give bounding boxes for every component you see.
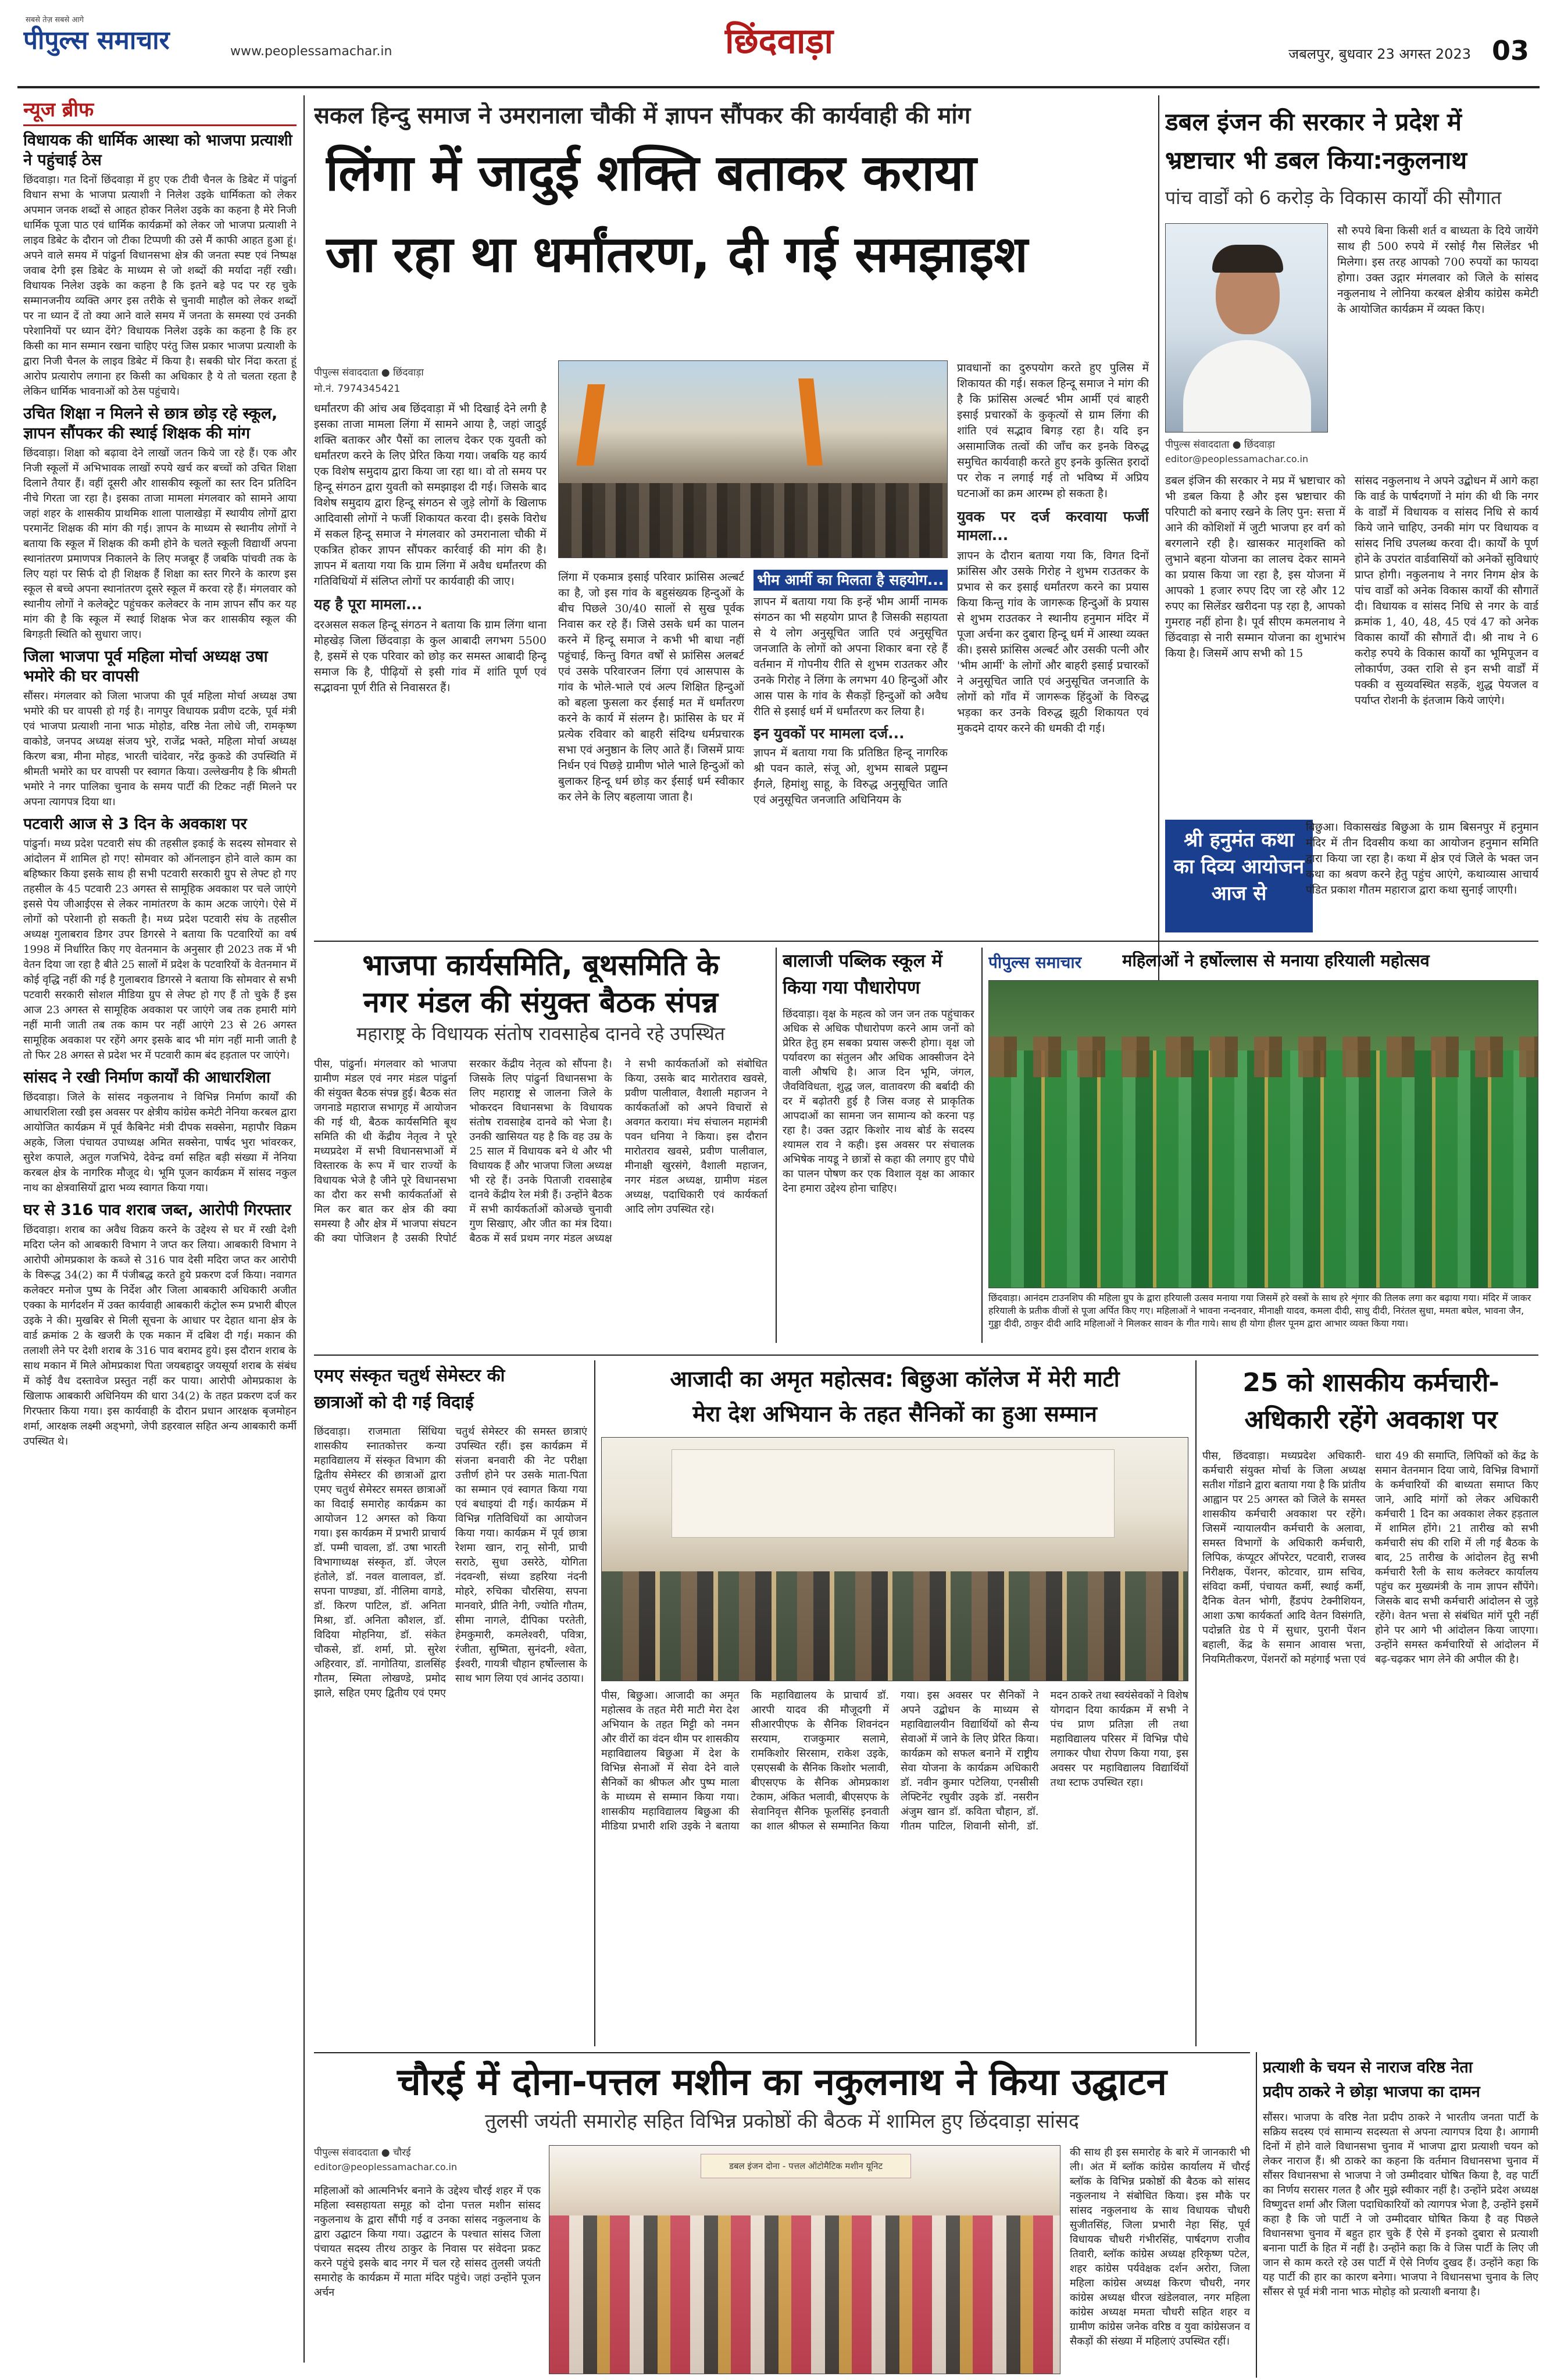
katha-flag: [1165, 820, 1313, 932]
brief-text: पांढुर्ना। मध्य प्रदेश पटवारी संघ की तहसील इकाई के सदस्य सोमवार से आंदोलन में शामिल हो गए! सोमवार को ऑनलाइन होने वाले काम का बहिष्कार किया इसके साथ ही सभी पटवारी सरकारी ग्रुप से लेफ्ट हो गए तहसील के 45 पटवारी 23 अगस्त से सामूहिक अवकाश पर चले जाएंगे इससे पेय जीआईएस से लेकर नामांतरण के काम अटक जाएंगे। ऐसे में लोगों को परेशानी हो सकती है। मध्य प्रदेश पटवारी संघ के तहसील अध्यक्ष गुलाबराव डिगर उपर डिगरसे ने बताया कि पटवारियों का वर्ष 1998 में निर्धारित किए गए वेतनमान के अनुसार ही 2023 तक में भी वेतन दिया जा रहा है बीते 25 सालों में प्रदेश के पटवारियों के वेतनमान में कोई वृद्धि नहीं की गई है गुलाबराव डिगरसे ने बताया कि सोमवार से सभी पटवारी सरकारी सोशल मीडिया ग्रुप से लेफ्ट हो गए हैं तो चुके हैं इस आज 23 अगस्त से सामूहिक अवकाश पर जाएंगे जब तक हमारी मांगे नहीं मानी जाती तब तक काम पर नहीं आएंगे 23 से 26 अगस्त सामूहिक अवकाश पर रहेंगे अगर इसके बाद भी मांग नहीं मानी जाती है तो फिर 28 अगस्त से प्रदेश भर में पटवारी काम बंद हड़ताल पर जाएंगे।: [23, 838, 297, 1062]
ma-headline-line1: एमए संस्कृत चतुर्थ सेमेस्टर की: [314, 1366, 505, 1386]
balaji-headline-line2: किया गया पौधारोपण: [783, 977, 920, 998]
news-brief-column: [23, 95, 297, 2363]
bottom-headline: चौरई में दोना-पत्तल मशीन का नकुलनाथ ने किया उद्घाटन: [397, 2061, 1167, 2104]
column-divider: [594, 1360, 595, 2046]
lead-text-a2: दरअसल सकल हिन्दू संगठन ने बताया कि ग्राम लिंगा थाना मोहखेड़ जिला छिंदवाड़ा के कुल आबादी लगभग 5500 है, इसमें से एक परिवार को छोड़ कर समस्त आबादी हिन्दू समाज कि है, पीढ़ियों से इसी गांव में शांति पूर्ण एवं सद्भावना पूर्ण रीति से निवासरत हैं।: [314, 619, 547, 694]
bottom-photo[interactable]: [549, 2145, 1060, 2374]
nakul-deck: पांच वार्डों को 6 करोड़ के विकास कार्यों की सौगात: [1165, 187, 1502, 209]
meri-headline-line2: मेरा देश अभियान के तहत सैनिकों का हुआ सम्मान: [692, 1401, 1097, 1427]
lead-subhead-c: इन युवकों पर मामला दर्ज...: [753, 725, 905, 742]
logo-text: पीपुल्स समाचार: [23, 26, 170, 55]
nakul-byline: पीपुल्स संवाददाता ● छिंदवाड़ा: [1165, 439, 1275, 451]
logo-tagline: सबसे तेज़ सबसे आगे: [26, 16, 84, 24]
column-divider: [303, 95, 305, 2363]
lead-subhead-a: यह है पूरा मामला...: [314, 596, 423, 613]
bjp-text: पीस, पांढुर्ना। मंगलवार को भाजपा ग्रामीण मंडल एवं नगर मंडल पांढुर्ना की संयुक्त बैठक संपन्न हुई। बैठक संत जगनाडे महाराज सभागृह में आयोजन की गई थी, बैठक कार्यसमिति बूथ समिति की थी केंद्रीय नेतृत्व ने पूरे मध्यप्रदेश में सभी विधानसभाओं में विस्तारक के रूप में चार राज्यों के विधायक भेजे है जीने पूरे विधानसभा का दौरा कर सभी कार्यकर्ताओं से मिल कर बात कर क्षेत्र की क्या समस्या है और क्षेत्र में भाजपा संघटन की क्या पोजिशन है उसकी रिपोर्ट सरकार केंद्रीय नेतृत्व को सौंपना है। जिसके लिए पांढुर्ना विधानसभा के लिए महाराष्ट्र से जालना जिले के भोकरदन विधानसभा के विधायक संतोष रावसाहेब दानवे को भेजा है। उनकी खासियत यह है कि वह उम्र के 25 साल में विधायक बने थे और भी विधायक हैं और भाजपा जिला अध्यक्ष भी रहे हैं। उनके पिताजी रावसाहेब दानवे केंद्रीय रेल मंत्री हैं। उन्होंने बैठक में सभी कार्यकर्ताओं कोअच्छे चुनावी गुण सिखाए, और जीत का मंत्र दिया। बैठक में सर्व प्रथम नगर मंडल अध्यक्ष ने सभी कार्यकर्ताओं को संबोधित किया, उसके बाद मारोतराव खवसे, प्रवीण पालीवाल, वैशाली महाजन ने कार्यकर्ताओं को अपने विचारों से अवगत कराया। मंच संचालन महामंत्री पवन धनिया ने किया। इस दौरान मारोतराव खवसे, प्रवीण पालीवाल, मीनाक्षी खुरसंगे, वैशाली महाजन, नगर मंडल अध्यक्ष, ग्रामीण मंडल अध्यक्ष, पदाधिकारी एवं कार्यकर्ता आदि लोग उपस्थित रहे।: [314, 1058, 767, 1245]
lead-col-d: [957, 360, 1149, 936]
lead-col-a: [314, 401, 547, 936]
lead-mobile: मो.नं. 7974345421: [314, 383, 401, 395]
lead-text-a: धर्मांतरण की आंच अब छिंदवाड़ा में भी दिखाई देने लगी है इसका ताजा मामला लिंगा में सामने आया है, जहां जादुई शक्ति बताकर और पैसों का लालच देकर एक युवती को धर्मांतरण करने के लिए प्रेरित किया गया। जबकि यह कार्य एक विशेष समुदाय द्वारा किया जा रहा था। वो तो समय पर हिन्दू संगठन द्वारा युवती को समझाइश दी गई। जिसके बाद विशेष समुदाय द्वारा हिन्दू संगठन से जुड़े लोगों के खिलाफ आदिवासी लोगों ने फर्जी शिकायत करवा दी। इसके विरोध में सकल हिन्दू समाज ने मंगलवार को उमरानाला चौकी में एकत्रित होकर ज्ञापन सौंपकर कार्रवाई की मांग की है। ज्ञापन में बताया गया कि ग्राम लिंगा में अवैध धर्मांतरण की गतिविधियों में संलिप्त लोगों पर कार्यवाही की जाए।: [314, 402, 547, 588]
brief-item: [23, 1068, 297, 1196]
bottom-deck: तुलसी जयंती समारोह सहित विभिन्न प्रकोष्ठों की बैठक में शामिल हुए छिंदवाड़ा सांसद: [485, 2110, 1079, 2133]
column-divider: [776, 948, 777, 1343]
brief-text: छिंदवाड़ा। शराब का अवैध विक्रय करने के उद्देश्य से घर में रखी देशी मदिरा प्लेन को आबकारी विभाग ने जप्त कर लिया। आबकारी विभाग ने आरोपी ओमप्रकाश के कब्जे से 316 पाव देसी मदिरा जप्त कर आरोपी के विरूद्ध 34(2) का मैं पंजीबद्ध करते हुये प्रकरण दर्ज किया। नवागत कलेक्टर मनोज पुष्प के निर्देश और जिला आबकारी अधिकारी अजीत एक्का के मार्गदर्शन में उक्त कार्यवाही आबकारी कंट्रोल रूम प्रभारी बीएल उइके ने की। मुखबिर से मिली सूचना के आधार पर देहात थाना क्षेत्र के वार्ड क्रमांक 2 के खजरी के एक मकान में दबिश दी गई। मकान की तलाशी लेने पर देशी शराब के 316 पाव बरामद हुये। इस दौरान शराब के साथ मकान में मिले ओमप्रकाश पिता जयबहादुर जयसूर्या शराब के संबंध में कोई वैध दस्तावेज प्रस्तुत नहीं कर पाया। आरोपी ओमप्रकाश के खिलाफ आबकारी अधिनियम की धारा 34(2) के तहत प्रकरण दर्ज कर गिरफ्तार किया गया। इस कार्यवाही के दौरान प्रधान आरक्षक बृजमोहन शर्मा, आरक्षक लक्ष्मी अड्भगो, जेपी डहरवाल सहित अन्य आबकारी कर्मी उपस्थित थे।: [23, 1224, 297, 1448]
column-divider: [981, 948, 983, 1343]
lead-byline: पीपुल्स संवाददाता ● छिंदवाड़ा: [314, 367, 424, 378]
section-rule: [314, 2052, 1250, 2053]
lead-headline-line2: जा रहा था धर्मांतरण, दी गई समझाइश: [326, 226, 1028, 284]
brief-item: [23, 1200, 297, 1449]
machine-banner: डबल इंजन दोना - पत्तल ऑटोमैटिक मशीन यूनिट: [701, 2154, 911, 2178]
dateline: जबलपुर, बुधवार 23 अगस्त 2023: [1288, 46, 1471, 62]
brief-title: सांसद ने रखी निर्माण कार्यों की आधारशिला: [23, 1069, 270, 1087]
ma-text: छिंदवाड़ा। राजमाता सिंधिया शासकीय स्नातकोत्तर कन्या महाविद्यालय में संस्कृत विभाग की द्वितीय सेमेस्टर की छात्राओं द्वारा एमए चतुर्थ सेमेस्टर समस्त छात्राओं का विदाई समारोह कार्यक्रम का आयोजन 12 अगस्त को किया गया। इस कार्यक्रम में प्रभारी प्राचार्य डॉ. पम्मी चावला, डॉ. उषा भारती विभागाध्यक्ष संस्कृत, डॉ. जेएल हंतोले, डॉ. नवल वालावल, डॉ. सपना पाण्ड्या, डॉ. नीलिमा वागडे, डॉ. किरण पाटिल, डॉ. अनिता मिश्रा, डॉ. अनिता कौशल, डॉ. विदिया मोहनिया, डॉ. संकेत चौकसे, डॉ. शर्मा, प्रो. सुरेश अहिरवार, डॉ. नागोतिया, डालसिंह गौतम, स्मिता लोखण्डे, प्रमोद झाले, सहित एमए द्वितीय एवं एमए चतुर्थ सेमेस्टर की समस्त छात्राएं उपस्थित रहीं। इस कार्यक्रम में संजना बनवारी की नेट परीक्षा उत्तीर्ण होने पर उसके माता-पिता का सम्मान एवं स्वागत किया गया एवं बधाइयां दी गई। कार्यक्रम में विभिन्न गतिविधियों का आयोजन किया गया। कार्यक्रम में पूर्व छात्रा रेशमा खान, रानू सोनी, प्राची सराठे, सुधा उसरेठे, योगिता नंदवन्शी, संध्या डहरिया नंदनी मोहरे, रुचिका चौरसिया, सपना मानवारे, प्रीति नेगी, ज्योति गौतम, सीमा नागले, दीपिका परतेती, हेमकुमारी, कमलेश्वरी, पवित्रा, रंजीता, सुष्मिता, सुनंदनी, श्वेता, ईश्वरी, गायत्री चौहान हर्षोल्लास के साथ भाग लिया एवं आनंद उठाया।: [314, 1425, 587, 1699]
column-divider: [1158, 95, 1159, 1130]
lead-text-b: लिंगा में एकमात्र इसाई परिवार फ्रांसिस अल्बर्ट का है, जो इस गांव के बहुसंख्यक हिन्दुओं के बीच पिछले 30/40 सालों से सुख पूर्वक निवास कर रहे हैं। जिसे उसके धर्म का पालन करने में हिन्दू समाज ने कभी भी बाधा नहीं पहुंचाई, किन्तु विगत वर्षों से फ्रांसिस अलबर्ट एवं उसके परिवारजन लिंगा एवं आसपास के गांव के भोले-भाले एवं अल्प शिक्षित हिन्दुओं को बहला फुसला कर ईसाई मत में धर्मांतरण करने के कार्य में संलग्न है। फ्रांसिस के घर में प्रत्येक रविवार को बाहरी संदिग्ध धर्मप्रचारक सभा एवं अनुष्ठान के लिए आते हैं। जिसमें प्रायः निर्धन एवं पिछड़े ग्रामीण भोले भाले हिन्दुओं को बुलाकर हिन्दू धर्म छोड़ कर ईसाई धर्म स्वीकार कर लेने के लिए बहलाया जाता है।: [558, 571, 744, 803]
meri-headline-line1: आजादी का अमृत महोत्सव: बिछुआ कॉलेज में मेरी माटी: [670, 1366, 1120, 1392]
brief-text: छिंदवाड़ा। शिक्षा को बढ़ावा देने लाखों जतन किये जा रहे हैं। एक और निजी स्कूलों में अभिभावक लाखों रुपये खर्च कर बच्चों को उचित शिक्षा दिलाने तैयार हैं। वहीं दूसरी और शासकीय स्कूलों का स्तर दिन प्रतिदिन नीचे गिरता जा रहा है। इसका ताजा मामला मंगलवार को सामने आया जहां शहर के शासकीय प्राथमिक शाला पालाखेड़ा में स्थायीय लोगों द्वारा परमानेंट शिक्षक की मांग की गई। ज्ञापन के माध्यम से स्थानीय लोगों ने बताया कि स्कूल में शिक्षक की कमी होने के चलते स्कूली विद्यार्थी अपना स्थानांतरण प्रमाणपत्र निकालने के लिए मजबूर हैं जबकि पांचवी तक के लिए यहां पर सिर्फ दो ही शिक्षक हैं शिक्षा का स्तर गिरने के कारण इस स्कूल से बच्चे अपना स्थानांतरण दूसरे स्कूल में करवा रहे हैं। मंगलवार को स्थानीय लोगों ने कलेक्ट्रेट पहुंचकर कलेक्टर के नाम ज्ञापन सौंप कर यह मांग की है कि स्कूल में स्थाई शिक्षक भेज कर शासकीय स्कूल की बिगड़ती स्थिति को सुधारा जाए।: [23, 447, 297, 641]
lead-text-c2: ज्ञापन में बताया गया कि प्रतिष्ठित हिन्दू नागरिक श्री पवन काले, संजू ओ, शुभम साबले प्रद्युम्न ईंगले, हिमांशु साहू, के विरुद्ध अनुसूचित जाति एवं अनुसूचित जनजाति अधिनियम के: [753, 746, 948, 806]
ma-headline-line2: छात्राओं को दी गई विदाई: [314, 1392, 474, 1413]
masthead-rule: [17, 86, 1540, 88]
bottom-text-b: की साथ ही इस समारोह के बारे में जानकारी भी ली। अंत में ब्लॉक कांग्रेस कार्यालय में चौरई ब्लॉक के विभिन्न प्रकोष्ठों की बैठक को सांसद नकुलनाथ ने संबोधित किया। इस मौके पर सांसद नकुलनाथ के साथ विधायक चौधरी सुजीतसिंह, जिला प्रभारी नेहा सिंह, पूर्व विधायक चौधरी गंभीरसिंह, पार्षदगण राजीव तिवारी, ब्लॉक कांग्रेस अध्यक्ष हरिकृष्ण पटेल, शहर कांग्रेस पर्यवेक्षक दर्शन अरोरा, जिला महिला कांग्रेस अध्यक्ष किरण चौधरी, नगर कांग्रेस अध्यक्ष धीरज खंडेलवाल, नगर महिला कांग्रेस अध्यक्ष ममता चौधरी सहित शहर व ग्रामीण कांग्रेस जनेक वरिष्ठ व युवा कांग्रेसजन व सैकड़ों की संख्या में महिलाएं उपस्थित रहीं।: [1070, 2146, 1250, 2347]
karma-text: पीस, छिंदवाड़ा। मध्यप्रदेश अधिकारी-कर्मचारी संयुक्त मोर्चा के जिला अध्यक्ष सतीश गोंडाने द्वारा बताया गया है कि प्रांतीय आह्वान पर 25 अगस्त को जिले के समस्त शासकीय कर्मचारी अवकाश पर रहेंगे। जिसमें न्यायालयीन कर्मचारी के अलावा, समस्त विभागों के अधिकारी कर्मचारी, लिपिक, कंप्यूटर ऑपरेटर, पटवारी, राजस्व निरीक्षक, पेंशनर, कोटवार, ग्राम सचिव, संविदा कर्मी, पंचायत कर्मी, स्थाई कर्मी, दैनिक वेतन भोगी, हैंडपंप टेक्नीशियन, आशा ऊषा कार्यकर्ता आदि वेतन विसंगति, पदोन्नति ग्रेड पे में सुधार, पुरानी पेंशन बहाली, केंद्र के समान आवास भत्ता, नियमितीकरण, पेंशनरों को महंगाई भत्ता एवं धारा 49 की समाप्ति, लिपिकों को केंद्र के समान वेतनमान दिया जाये, विभिन्न विभागों के कर्मचारियों की बाध्यता समाप्त किए जाने, आदि मांगों को लेकर अधिकारी कर्मचारी 1 दिन का अवकाश लेकर हड़ताल में शामिल होंगे। 21 तारीख को सभी कर्मचारी संघ की राशि में ली गई बैठक के बाद, 25 तारीख के आंदोलन हेतु सभी कर्मचारी रैली के साथ कलेक्टर कार्यालय पहुंच कर मुख्यमंत्री के नाम ज्ञापन सौंपेंगे। जिसके बाद सभी कर्मचारी आंदोलन से जुड़े रहेंगे। वेतन भत्ता से संबंधित मांगें पूरी नहीं होने पर आगे भी आंदोलन किया जाएगा। उन्होंने समस्त कर्मचारियों से आंदोलन में बढ़-चढ़कर भाग लेने की अपील की है।: [1202, 1450, 1538, 1666]
nakul-headline-line2: भ्रष्टाचार भी डबल किया:नकुलनाथ: [1165, 146, 1467, 174]
balaji-text: छिंदवाड़ा। वृक्ष के महत्व को जन जन तक पहुंचाकर अधिक से अधिक पौधारोपण करने आम जनों को प्रेरित हेतु हम सबका प्रयास जरूरी होगा। वृक्ष जो पर्यावरण का संतुलन और अधिक आक्सीजन देने वाली औषधि है। आज दिन भूमि, जंगल, जैवविविधता, शुद्ध जल, वातावरण की बर्बादी की दर में बढ़ोतरी हुई है जिस वजह से प्राकृतिक आपदाओं का सामना जन सामान्य को करना पड़ रहा है। उक्त उद्गार किशोर नाथ बोर्ड के सदस्य श्यामल राव ने कही। इस अवसर पर संचालक अभिषेक नायडू ने छात्रों से कहा की लगाए हुए पौधे का पालन पोषण कर एक विशाल वृक्ष का आकार देना हमारा उद्देश्य होना चाहिए।: [783, 1008, 974, 1195]
lead-photo[interactable]: [558, 360, 948, 558]
bottom-email[interactable]: editor@peoplessamachar.co.in: [314, 2161, 458, 2172]
brief-title: उचित शिक्षा न मिलने से छात्र छोड़ रहे स्कूल, ज्ञापन सौंपकर की स्थाई शिक्षक की मांग: [23, 405, 278, 442]
thakre-headline-line2: प्रदीप ठाकरे ने छोड़ा भाजपा का दामन: [1263, 2083, 1480, 2101]
newspaper-logo[interactable]: [23, 14, 221, 63]
lead-headline-line1: लिंगा में जादुई शक्ति बताकर कराया: [326, 144, 977, 202]
brief-text: छिंदवाड़ा। जिले के सांसद नकुलनाथ ने विभिन्न निर्माण कार्यों की आधारशिला रखी इस अवसर पर क्षेत्रीय कांग्रेस कमेटी नेनिया करबल द्वारा आयोजित कार्यक्रम में पूर्व कैबिनेट मंत्री दीपक सक्सेना, महापौर विक्रम अहके, जिला पंचायत उपाध्यक्ष अमित सक्सेना, पार्षद भुरा भांवरकर, सुरेश कपाले, अतुल गजभिये, देवेन्द्र वर्मा सहित बड़ी संख्या में नेनिया करबल क्षेत्र के नागरिक मौजूद थे। भूमि पूजन कार्यक्रम में सांसद नकुल नाथ का क्षेत्रवासियों द्वारा भव्य स्वागत किया गया।: [23, 1091, 297, 1194]
balaji-headline-line1: बालाजी पब्लिक स्कूल में: [783, 950, 942, 971]
lead-subhead-b: भीम आर्मी का मिलता है सहयोग...: [753, 570, 948, 591]
city-name: छिंदवाड़ा: [725, 21, 833, 62]
brief-item: [23, 814, 297, 1063]
karma-headline-line1: 25 को शासकीय कर्मचारी-: [1242, 1368, 1499, 1398]
brief-title: पटवारी आज से 3 दिन के अवकाश पर: [23, 815, 247, 833]
hariyali-photo[interactable]: [988, 980, 1538, 1288]
nakul-text-top: सौ रुपये बिना किसी शर्त व बाध्यता के दिये जायेंगे साथ ही 500 रुपये में रसोई गैस सिलेंडर भी मिलेगा। इस तरह आपको 700 रुपयों का फायदा होगा। उक्त उद्गार मंगलवार को जिले के सांसद नकुलनाथ ने लोनिया करबल क्षेत्रीय कांग्रेस कमेटी के आयोजित कार्यक्रम में व्यक्त किए।: [1337, 224, 1538, 316]
meri-text: पीस, बिछुआ। आजादी का अमृत महोत्सव के तहत मेरी माटी मेरा देश अभियान के तहत मिट्टी को नमन और वीरों का वंदन थीम पर शासकीय महाविद्यालय बिछुआ में देश के विभिन्न सेनाओं में सेवा देने वाले सैनिकों का श्रीफल और पुष्प माला के माध्यम से सम्मान किया गया। शासकीय महाविद्यालय बिछुआ की मीडिया प्रभारी शशि उइके ने बताया कि महाविद्यालय के प्राचार्य डॉ. आरपी यादव की मौजूदगी में सीआरपीएफ के सैनिक शिवनंदन सरयाम, राजकुमार सलामे, रामकिशोर सिरसाम, राकेश उइके, एसएसबी के सैनिक किशोर भलावी, बीएसएफ के सैनिक ओमप्रकाश टेकाम, अंकित भलावी, बीएसएफ के सेवानिवृत्त सैनिक फूलसिंह इनवाती का शाल श्रीफल से सम्मानित किया गया। इस अवसर पर सैनिकों ने अपने उद्बोधन के माध्यम से महाविद्यालयीन विद्यार्थियों को सैन्य सेवाओं में जाने के लिए प्रेरित किया। कार्यक्रम को सफल बनाने में राष्ट्रीय सेवा योजना के कार्यक्रम अधिकारी डॉ. नवीन कुमार पटेलिया, एनसीसी लेफ्टिनेंट रघुवीर उइके डॉ. नसरीन अंजुम खान डॉ. कविता चौहान, डॉ. गीतम पाटिल, शिवानी सोनी, डॉ. मदन ठाकरे तथा स्वयंसेवकों ने विशेष योगदान दिया कार्यक्रम में सभी ने पंच प्राण प्रतिज्ञा ली तथा महाविद्यालय परिसर में विभिन्न पौधे लगाकर पौधा रोपण किया गया, इस अवसर पर महाविद्यालय विद्यार्थियों तथा स्टाफ उपस्थित रहा।: [601, 1689, 1188, 1832]
katha-text: बिछुआ। विकासखंड बिछुआ के ग्राम बिसनपुर में हनुमान मंदिर में तीन दिवसीय कथा का आयोजन हनुमान समिति द्वारा किया जा रहा है। कथा में क्षेत्र एवं जिले के भक्त जन कथा का श्रवण करने हेतु पहुंच आएंगे, कथाव्यास आचार्य पंडित प्रकाश गौतम महाराज द्वारा कथा सुनाई जाएगी।: [1306, 821, 1538, 896]
bottom-byline: पीपुल्स संवाददाता ● चौरई: [314, 2147, 411, 2159]
karma-headline-line2: अधिकारी रहेंगे अवकाश पर: [1244, 1405, 1498, 1435]
lead-text-d: प्रावधानों का दुरुपयोग करते हुए पुलिस में शिकायत की गई। सकल हिन्दू समाज ने मांग की है कि फ्रांसिस अल्बर्ट भीम आर्मी एवं बाहरी इसाई प्रचारकों के कुकृत्यों से ग्राम लिंगा की शांति एवं सद्भाव बिगड़ रहा है। यदि इन असामाजिक तत्वों की जाँच कर इनके विरुद्ध समुचित कार्यवाही करते हुए इनके कुत्सित इरादों पर रोक न लगाई गई तो भविष्य में अप्रिय घटनाओं का क्रम आरम्भ हो सकता है।: [957, 362, 1149, 500]
brief-text: छिंदवाड़ा। गत दिनों छिंदवाड़ा में हुए एक टीवी चैनल के डिबेट में पांढुर्ना विधान सभा के भाजपा प्रत्याशी ने निलेश उइके धार्मिकता को लेकर अपमान जनक शब्दों से आहत होकर निलेश उइके का कहना है मेरे निजी धार्मिक पूजा पाठ एवं धार्मिक कार्यक्रमों को लेकर जो भाजपा प्रत्याशी ने लाइव डिबेट के दौरान जो टीका टिप्पणी की उसे मैं काफी आहत हुआ हूं। अपने वाले समय में पांढुर्ना विधानसभा क्षेत्र की जनता स्पष्ट एवं निष्पक्ष जवाब देगी इस डिबेट के माध्यम से जो शब्दों की मर्यादा नहीं रखी। विधायक निलेश उइके का कहना है कि इतने बड़े पद पर रह चुके सम्मानजनीय व्यक्ति अगर इस तरीके से चुनावी माहौल को लेकर शब्दों पर ना ध्यान दें तो क्या आने वाले समय में जनता के समस्या एवं उनकी परेशानियों पर ध्यान देंगे? विधायक निलेश उइके का कहना है कि हर किसी का मान सम्मान रखना चाहिए परंतु जिस प्रकार भाजपा प्रत्याशी के द्वारा निजी चैनल के लाइव डिबेट में किया है। सबकी घोर निंदा करता हूं आरोप प्रत्यारोप लगाना हर किसी का अधिकार है ये तो चलता रहता है लेकिन धार्मिक भावनाओं को ठेस पहुंचाये।: [23, 174, 297, 398]
brief-item: [23, 131, 297, 399]
bottom-text-a: महिलाओं को आत्मनिर्भर बनाने के उद्देश्य चौरई शहर में एक महिला स्वसहायता समूह को दोना पत्तल मशीन सांसद नकुलनाथ के द्वारा सौंपी गई व उनका सांसद नकुलनाथ के द्वारा उद्घाटन किया गया। उद्घाटन के पश्चात सांसद जिला पंचायत सदस्य तीरथ ठाकुर के निवास पर संवेदना प्रकट करने पहुंचे इसके बाद नगर में चल रहे सांसद तुलसी जयंती समारोह के कार्यक्रम में माता मंदिर पहुंचे। जहां उन्होंने पूजन अर्चन: [314, 2185, 541, 2299]
brief-item: [23, 404, 297, 642]
lead-text-c: ज्ञापन में बताया गया कि इन्हें भीम आर्मी नामक संगठन का भी सहयोग प्राप्त है जिसकी सहायता से ये लोग अनुसूचित जाति एवं अनुसूचित जनजाति के लोगों को अपना शिकार बना रहे हैं वर्तमान में गोपनीय रीति से शुभम राउतकर और उनके गिरोह ने लिंगा के लगभग 40 हिन्दुओं और आस पास के गांव के सैकड़ों हिन्दुओं को अवैध रीति से इसाई धर्म में धर्मांतरण कर लिया है।: [753, 595, 948, 718]
hariyali-caption: छिंदवाड़ा। आनंदम टाउनशिप की महिला ग्रुप के द्वारा हरियाली उत्सव मनाया गया जिसमें हरे वस्त्रों के साथ हरे शृंगार की तिलक लगा कर बढ़ाया गया। मंदिर में जाकर हरियाली के प्रतीक वीजों से पूजा अर्पित किए गए। महिलाओं ने भावना नन्दनवार, मीनाक्षी यादव, कमला दीदी, साधु दीदी, निरंतल सुधा, ममता बघेल, भावना जैन, गुड्डा दीदी, ठाकुर दीदी आदि महिलाओं ने मिलकर सावन के गीत गाये। साथ ही योगा हीलर पूनम द्वारा आभार व्यक्त किया गया।: [988, 1292, 1531, 1329]
brief-title: जिला भाजपा पूर्व महिला मोर्चा अध्यक्ष उषा भमोरे की घर वापसी: [23, 648, 268, 685]
katha-flag-text: श्री हनुमंत कथा का दिव्य आयोजन आज से: [1173, 828, 1305, 905]
nakul-email[interactable]: editor@peoplessamachar.co.in: [1165, 453, 1309, 464]
column-divider: [1256, 2052, 1257, 2378]
lead-kicker: सकल हिन्दु समाज ने उमरानाला चौकी में ज्ञापन सौंपकर की कार्यवाही की मांग: [314, 102, 971, 129]
bjp-headline-line2: नगर मंडल की संयुक्त बैठक संपन्न: [363, 985, 719, 1019]
page-number: 03: [1491, 35, 1529, 66]
brief-item: [23, 647, 297, 810]
meri-photo[interactable]: [601, 1437, 1188, 1681]
thakre-headline-line1: प्रत्याशी के चयन से नाराज वरिष्ठ नेता: [1263, 2059, 1473, 2077]
lead-col-b: [558, 570, 744, 936]
bjp-deck: महाराष्ट्र के विधायक संतोष रावसाहेब दानवे रहे उपस्थित: [356, 1023, 725, 1045]
section-rule: [314, 941, 1538, 942]
nakul-portrait[interactable]: [1165, 223, 1328, 433]
thakre-text: सौंसर। भाजपा के वरिष्ठ नेता प्रदीप ठाकरे ने भारतीय जनता पार्टी के सक्रिय सदस्य एवं सामान्य सदस्यता से अपना त्यागपत्र दिया है। आगामी दिनों में होने वाले विधानसभा चुनाव में भाजपा द्वारा प्रत्याशी चयन को लेकर नाराज हैं। श्री ठाकरे का कहना कि वर्तमान विधानसभा चुनाव में सौंसर विधानसभा से भाजपा ने जो उम्मीदवार घोषित किया है, वह पार्टी का निर्णय सरासर गलत है और मुझे स्वीकार नहीं है। उन्होंने प्रदेश अध्यक्ष विष्णुदत्त शर्मा और जिला पदाधिकारियों को त्यागपत्र भेजा है, उन्होंने इसमें कहा है कि जो पार्टी ने जो उम्मीदवार घोषित किया है वह पिछले विधानसभा चुनाव में बहुत हार चुके हैं ऐसे में इनको दुबारा से प्रत्याशी बनाना पार्टी के हित में नहीं है। उन्होंने कहा कि वे जिस पार्टी के लिए जी जान से काम करते रहे उस पार्टी में ऐसे निर्णय दुखद हैं। उन्होंने कहा कि यह पार्टी की हार का कारण बनेगा। भाजपा ने विधानसभा चुनाव के लिए सौंसर से पूर्व मंत्री नाना भाऊ मोहोड़ को प्रत्याशी बनाया है।: [1263, 2111, 1538, 2298]
website-url[interactable]: www.peoplessamachar.in: [230, 44, 392, 59]
nakul-headline-line1: डबल इंजन की सरकार ने प्रदेश में: [1165, 108, 1462, 136]
hariyali-brand: पीपुल्स समाचार: [988, 953, 1082, 972]
masthead: [0, 0, 1557, 87]
lead-subhead-d: युवक पर दर्ज करवाया फर्जी मामला...: [957, 508, 1149, 544]
lead-text-d2: ज्ञापन के दौरान बताया गया कि, विगत दिनों फ्रांसिस और उसके गिरोह ने शुभम राउतकर के प्रभाव से कर इसाई धर्मांतरण करने का प्रयास किया किन्तु गांव के जागरूक हिन्दुओं के प्रयास से शुभम राउतकर ने स्थानीय हनुमान मंदिर में पूजा अर्चना कर दुबारा हिन्दू धर्म में आस्था व्यक्त की। इससे फ्रांसिस अल्बर्ट और उसकी पत्नी और 'भीम आर्मी' के लोगों और बाहरी इसाई प्रचारकों ने अनुसूचित जाति एवं अनुसूचित जनजाति के लोगों को गाँव में जागरूक हिंदुओं के विरुद्ध भड़का कर उनके विरुद्ध झूठी शिकायत एवं मुकदमे दायर करने की धमकी दी गई।: [957, 549, 1149, 735]
nakul-text-a: डबल इंजिन की सरकार ने मप्र में भ्रष्टाचार को भी डबल किया है और इस भ्रष्टाचार की परिपाटी को बनाए रखने के लिए पुन: सत्ता में आने की कोशिशों में जुटी भाजपा हर वर्ग को बरगलाने रही है। खासकर मातृशक्ति को लुभाने बहना योजना का लालच देकर सामने का प्रयास किया जा रहा है, इस योजना में आपको 1 हजार रुपए दिए जा रहे और 12 रुपए का सिलेंडर खरीदना पड़ रहा है, आपको गुमराह नहीं होना है। पूर्व सीएम कमलनाथ ने छिंदवाड़ा से नारी सम्मान योजना का शुभारंभ किया है। जिसमें आप सभी को 15: [1165, 474, 1345, 660]
brief-title: घर से 316 पाव शराब जब्त, आरोपी गिरफ्तार: [23, 1201, 291, 1219]
news-brief-heading: न्यूज ब्रीफ: [23, 95, 297, 126]
column-divider: [1195, 1360, 1197, 2046]
section-rule: [314, 1355, 1538, 1356]
brief-text: सौंसर। मंगलवार को जिला भाजपा की पूर्व महिला मोर्चा अध्यक्ष उषा भमोरे की घर वापसी हो गई है। नागपुर विधायक प्रवीण दटके, पूर्व मंत्री एवं भाजपा प्रत्याशी नाना भाऊ मोहोड, वरिष्ठ नेता लोधे जी, रामकृष्ण वाकोडे, जनपद अध्यक्ष संजय भुरे, राजेंद्र भक्ते, महिला मोर्चा अध्यक्ष किरण बत्रा, मीना मोहड, भारती चांदेवार, नरेंद्र कुकडे की उपस्थिति में श्रीमती भमोरे का घर वापसी पर स्वागत किया। उल्लेखनीय है कि श्रीमती भमोरे ने नगर पालिका चुनाव के समय पार्टी की टिकट नहीं मिलने पर अपना त्यागपत्र दिया था।: [23, 690, 297, 808]
hariyali-headline: महिलाओं ने हर्षोल्लास से मनाया हरियाली महोत्सव: [1122, 951, 1430, 970]
lead-col-c: [753, 570, 948, 936]
brief-title: विधायक की धार्मिक आस्था को भाजपा प्रत्याशी ने पहुंचाई ठेस: [23, 131, 292, 169]
bjp-headline-line1: भाजपा कार्यसमिति, बूथसमिति के: [362, 948, 719, 982]
nakul-text-b: सांसद नकुलनाथ ने अपने उद्बोधन में आगे कहा कि वार्ड के पार्षदगणों ने मांग की थी कि नगर के वार्डों में विधायक व सांसद निधि से कार्य किये जाने चाहिए, उनकी मांग पर विधायक व सांसद निधि उपलब्ध करवा दी। कार्यों के पूर्ण होने के उपरांत वार्डवासियों को अनेकों सुविधाएं प्राप्त होगी। नकुलनाथ ने नगर निगम क्षेत्र के पांच वार्डों को अनेक विकास कार्यों की सौगातें दी। विधायक व सांसद निधि से नगर के वार्ड क्रमांक 1, 40, 48, 45 एवं 47 को अनेक विकास कार्यों की सौगातें दी। श्री नाथ ने 6 करोड़ रुपये के विकास कार्यों का भूमिपूजन व लोकार्पण, उक्त राशि से इन सभी वार्डों में पक्की व सुव्यवस्थित सड़कें, शुद्ध पेयजल व पर्याप्त रोशनी के इंतजाम किये जाएंगे।: [1355, 474, 1538, 707]
